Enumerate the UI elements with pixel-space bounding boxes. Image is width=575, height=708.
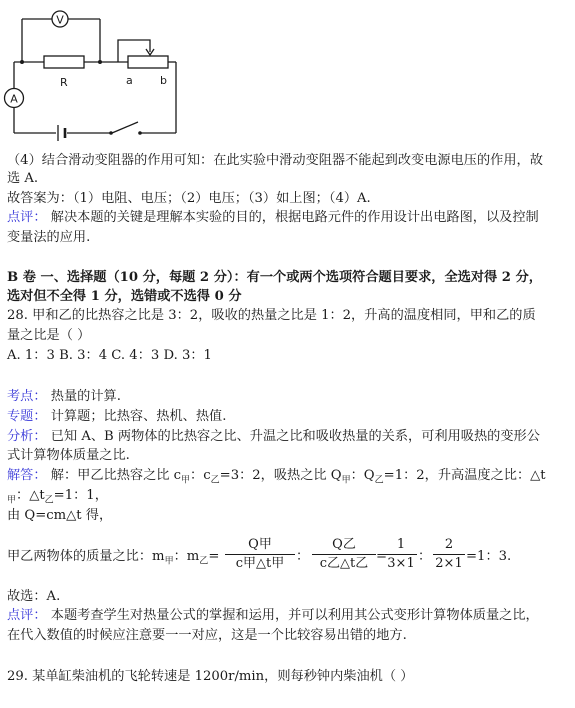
result: =1：3. xyxy=(466,549,512,564)
formula-prefix: 甲乙两物体的质量之比：$m_甲$：$m_乙=$ xyxy=(7,549,220,567)
fraction: 2 2×1 xyxy=(433,537,465,572)
fraction: Q甲 c甲△t甲 xyxy=(225,537,295,572)
text-line: 故选：A. xyxy=(7,589,61,604)
text-line: 故答案为：（1）电阻、电压；（2）电压；（3）如上图；（4）A. xyxy=(7,191,371,206)
svg-text:a: a xyxy=(126,74,133,87)
text-line: 分析： 已知 A、B 两物体的比热容之比、升温之比和吸收热量的关系，可利用吸热的变形公 xyxy=(7,429,540,444)
text-line: $_甲$：$\triangle t_乙=1$：1， xyxy=(7,488,108,506)
options: A. 1：3 B. 3：4 C. 4：3 D. 3：1 xyxy=(7,348,212,363)
rheostat xyxy=(128,56,168,68)
text-line: 量之比是（ ） xyxy=(7,328,91,343)
text-line: 点评： 本题考查学生对热量公式的掌握和运用，并可以利用其公式变形计算物体质量之比， xyxy=(7,608,539,623)
colon: ： xyxy=(418,549,432,564)
text-line: 点评： 解决本题的关键是理解本实验的目的，根据电路元件的作用设计出电路图，以及控制 xyxy=(7,210,539,225)
section-heading: 选对但不全得 1 分，选错或不选得 0 分 xyxy=(7,289,242,304)
colon: ： xyxy=(296,549,310,564)
svg-text:R: R xyxy=(60,76,68,89)
text-line: 专题： 计算题；比热容、热机、热值. xyxy=(7,409,227,424)
question-28: 28. 甲和乙的比热容之比是 3：2，吸收的热量之比是 1：2，升高的温度相同，甲和乙的质 xyxy=(7,308,536,323)
svg-text:b: b xyxy=(160,74,167,87)
svg-text:V: V xyxy=(56,13,64,27)
text-line: 考点： 热量的计算. xyxy=(7,389,121,404)
question-29: 29. 某单缸柴油机的飞轮转速是 1200r/min，则每秒钟内柴油机（ ） xyxy=(7,669,414,684)
text-line: 式计算物体质量之比. xyxy=(7,448,130,463)
fraction: Q乙 c乙△t乙 xyxy=(312,537,376,572)
text-line: 选 A. xyxy=(7,171,39,186)
text-line: 由 Q=cm△t 得， xyxy=(7,508,113,523)
equals: = xyxy=(376,549,388,564)
circuit-diagram xyxy=(0,0,190,145)
text-line: （4）结合滑动变阻器的作用可知：在此实验中滑动变阻器不能起到改变电源电压的作用，故 xyxy=(7,153,543,168)
text-line: 在代入数值的时候应注意要一一对应，这是一个比较容易出错的地方. xyxy=(7,628,407,643)
fraction: 1 3×1 xyxy=(385,537,417,572)
text-line: 变量法的应用. xyxy=(7,230,91,245)
section-heading: B 卷 一、选择题（10 分，每题 2 分）：有一个或两个选项符合题目要求，全选对得 2 分， xyxy=(7,270,542,285)
svg-text:A: A xyxy=(10,92,18,106)
text-line: 解答： 解：甲乙比热容之比 $c_甲$：$c_乙=3$：2，吸热之比 $Q_甲$：$Q_乙=1$：2，升高温度之比：△t xyxy=(7,468,546,486)
resistor-r xyxy=(44,56,84,68)
